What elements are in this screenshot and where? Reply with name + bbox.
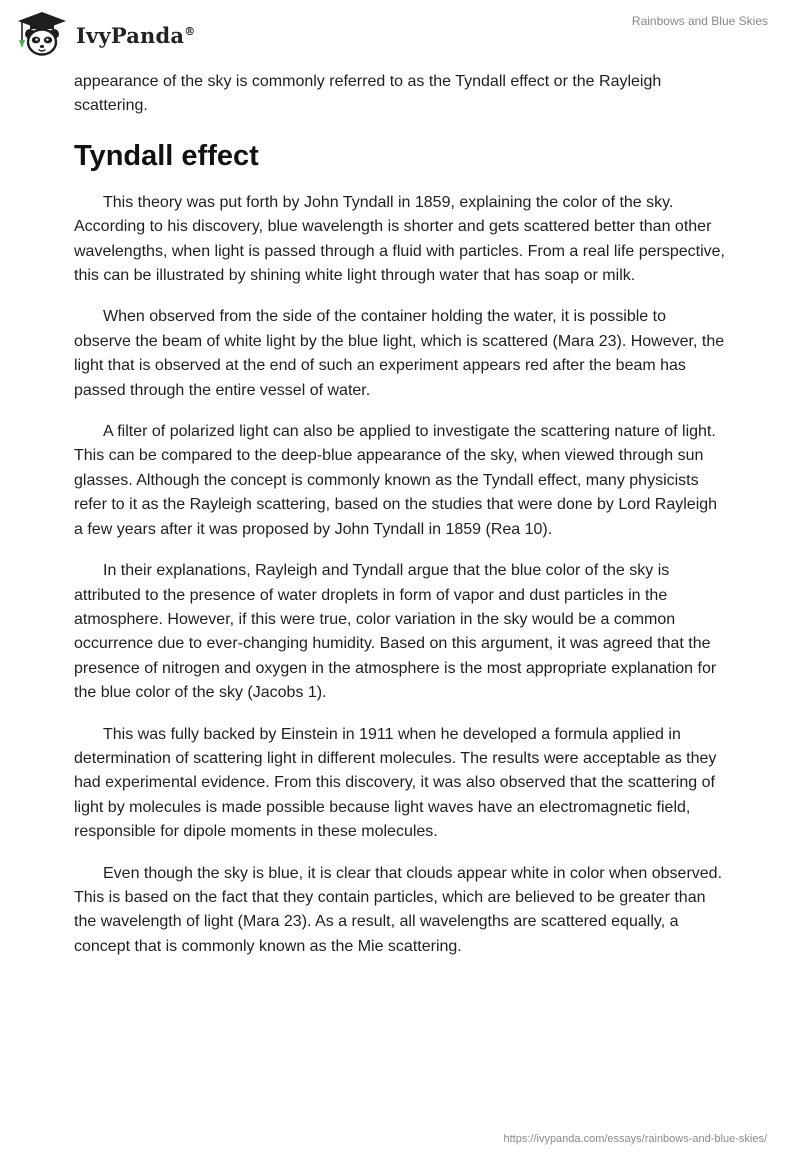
brand-name <box>76 23 195 48</box>
intro-paragraph: appearance of the sky is commonly referred to as the Tyndall effect or the Rayleigh scattering. <box>74 73 662 115</box>
paragraph: In their explanations, Rayleigh and Tyndall argue that the blue color of the sky is attributed to the presence of water droplets in form of vapor and dust particles in the atmosphere. However, if this were true, color variation in the sky would be a common occurrence due to ever-changing humidity. Based on this argument, it was agreed that the presence of nitrogen and oxygen in the atmosphere is the most appropriate explanation for the blue color of the sky (Jacobs 1). <box>74 562 717 702</box>
page-header <box>0 0 800 68</box>
paragraph: This theory was put forth by John Tyndall in 1859, explaining the color of the sky. According to his discovery, blue wavelength is shorter and gets scattered better than other wavelengths, when light is passed through a fluid with particles. From a real life perspective, this can be illustrated by shining white light through water that has soap or milk. <box>74 193 725 285</box>
paragraph: This was fully backed by Einstein in 1911 when he developed a formula applied in determination of scattering light in different molecules. The results were acceptable as they had experimental evidence. From this discovery, it was also observed that the scattering of light by molecules is made possible because light waves have an electromagnetic field, responsible for dipole moments in these molecules. <box>74 725 717 841</box>
section-heading: Tyndall effect <box>74 139 259 172</box>
document-title: Rainbows and Blue Skies <box>631 14 768 28</box>
panda-graduate-icon <box>14 10 70 58</box>
paragraph: A filter of polarized light can also be applied to investigate the scattering nature of light. This can be compared to the deep-blue appearance of the sky, when viewed through sun glasses. Although the concept is commonly known as the Tyndall effect, many physicists refer to it as the Rayleigh scattering, based on the studies that were done by Lord Rayleigh a few years after it was proposed by John Tyndall in 1859 (Rea 10). <box>74 423 718 538</box>
brand-text: IvyPanda <box>76 22 185 48</box>
essay-body <box>74 70 726 976</box>
ivypanda-logo[interactable] <box>14 10 195 58</box>
source-url[interactable]: https://ivypanda.com/essays/rainbows-and-blue-skies/ <box>503 1133 767 1145</box>
paragraph: When observed from the side of the container holding the water, it is possible to observe the beam of white light by the blue light, which is scattered (Mara 23). However, the light that is observed at the end of such an experiment appears red after the beam has passed through the entire vessel of water. <box>74 308 725 399</box>
paragraph: Even though the sky is blue, it is clear that clouds appear white in color when observed. This is based on the fact that they contain particles, which are believed to be greater than the wavelength of light (Mara 23). As a result, all wavelengths are scattered equally, a concept that is commonly known as the Mie scattering. <box>74 864 723 955</box>
registered-mark: ® <box>184 24 196 38</box>
